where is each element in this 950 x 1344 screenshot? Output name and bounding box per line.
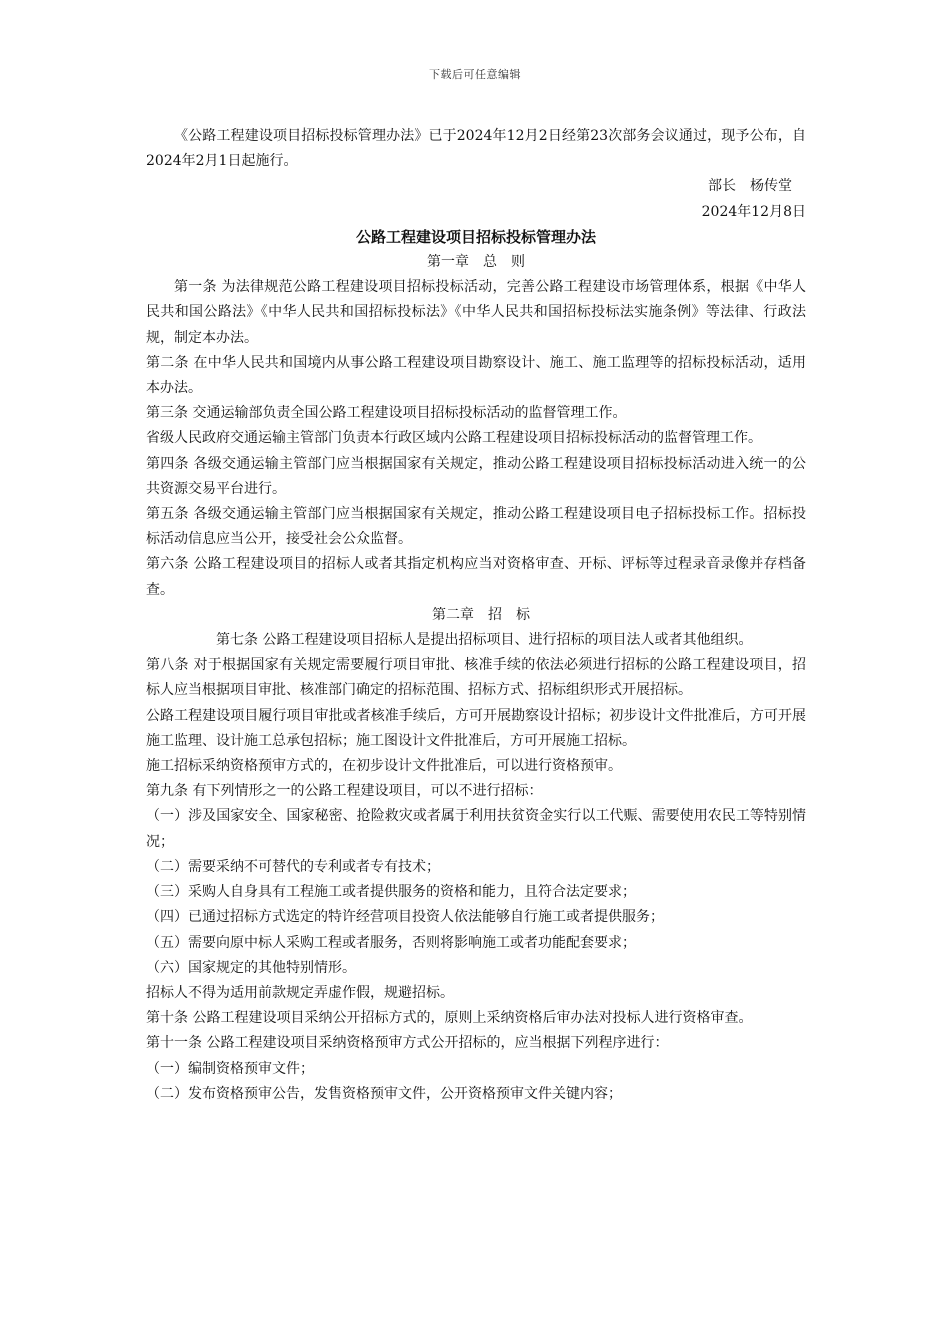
chapter-heading-2: 第二章 招 标 — [432, 606, 530, 623]
list-item: （一）涉及国家安全、国家秘密、抢险救灾或者属于利用扶贫资金实行以工代赈、需要使用农民工等特别情况； — [146, 808, 806, 850]
list-item: （五）需要向原中标人采购工程或者服务，否则将影响施工或者功能配套要求； — [146, 934, 636, 951]
article-paragraph: 施工招标采纳资格预审方式的，在初步设计文件批准后，可以进行资格预审。 — [146, 758, 622, 775]
document-body — [146, 124, 806, 1107]
article-paragraph: 第四条 各级交通运输主管部门应当根据国家有关规定，推动公路工程建设项目招标投标活动进入统一的公共资源交易平台进行。 — [146, 455, 806, 497]
article-paragraph: 第七条 公路工程建设项目招标人是提出招标项目、进行招标的项目法人或者其他组织。 — [216, 632, 753, 649]
article-paragraph: 第九条 有下列情形之一的公路工程建设项目，可以不进行招标： — [146, 783, 543, 800]
article-paragraph: 第三条 交通运输部负责全国公路工程建设项目招标投标活动的监督管理工作。 — [146, 405, 627, 422]
article-paragraph: 第一条 为法律规范公路工程建设项目招标投标活动，完善公路工程建设市场管理体系，根据《中华人民共和国公路法》《中华人民共和国招标投标法》《中华人民共和国招标投标法实施条例》等法律、行政法规，制定本办法。 — [146, 279, 806, 346]
article-paragraph: 招标人不得为适用前款规定弄虚作假，规避招标。 — [146, 984, 454, 1001]
list-item: （四）已通过招标方式选定的特许经营项目投资人依法能够自行施工或者提供服务； — [146, 909, 664, 926]
list-item: （六）国家规定的其他特别情形。 — [146, 959, 356, 976]
list-item: （二）发布资格预审公告，发售资格预审文件，公开资格预审文件关键内容； — [146, 1085, 622, 1102]
article-paragraph: 第六条 公路工程建设项目的招标人或者其指定机构应当对资格审查、开标、评标等过程录音录像并存档备查。 — [146, 556, 806, 598]
document-title: 公路工程建设项目招标投标管理办法 — [355, 227, 596, 246]
article-paragraph: 第十条 公路工程建设项目采纳公开招标方式的，原则上采纳资格后审办法对投标人进行资格审查。 — [146, 1010, 753, 1027]
article-paragraph: 第二条 在中华人民共和国境内从事公路工程建设项目勘察设计、施工、施工监理等的招标投标活动，适用本办法。 — [146, 354, 806, 397]
article-paragraph: 省级人民政府交通运输主管部门负责本行政区域内公路工程建设项目招标投标活动的监督管理工作。 — [146, 430, 762, 447]
signature-date: 2024年12月8日 — [701, 203, 806, 220]
chapter-heading-1: 第一章 总 则 — [427, 254, 525, 271]
article-paragraph: 第十一条 公路工程建设项目采纳资格预审方式公开招标的，应当根据下列程序进行： — [146, 1035, 669, 1052]
list-item: （一）编制资格预审文件； — [146, 1060, 314, 1077]
article-paragraph: 公路工程建设项目履行项目审批或者核准手续后，方可开展勘察设计招标；初步设计文件批准后，方可开展施工监理、设计施工总承包招标；施工图设计文件批准后，方可开展施工招标。 — [146, 707, 806, 749]
page-header-note: 下载后可任意编辑 — [429, 68, 521, 81]
signatory-line: 部长 杨传堂 — [708, 178, 792, 195]
list-item: （三）采购人自身具有工程施工或者提供服务的资格和能力，且符合法定要求； — [146, 884, 636, 901]
list-item: （二）需要采纳不可替代的专利或者专有技术； — [146, 858, 440, 875]
article-paragraph: 第八条 对于根据国家有关规定需要履行项目审批、核准手续的依法必须进行招标的公路工程建设项目，招标人应当根据项目审批、核准部门确定的招标范围、招标方式、招标组织形式开展招标。 — [146, 657, 806, 699]
article-paragraph: 第五条 各级交通运输主管部门应当根据国家有关规定，推动公路工程建设项目电子招标投标工作。招标投标活动信息应当公开，接受社会公众监督。 — [146, 506, 806, 548]
announcement-paragraph: 《公路工程建设项目招标投标管理办法》已于2024年12月2日经第23次部务会议通过，现予公布，自2024年2月1日起施行。 — [146, 128, 806, 170]
